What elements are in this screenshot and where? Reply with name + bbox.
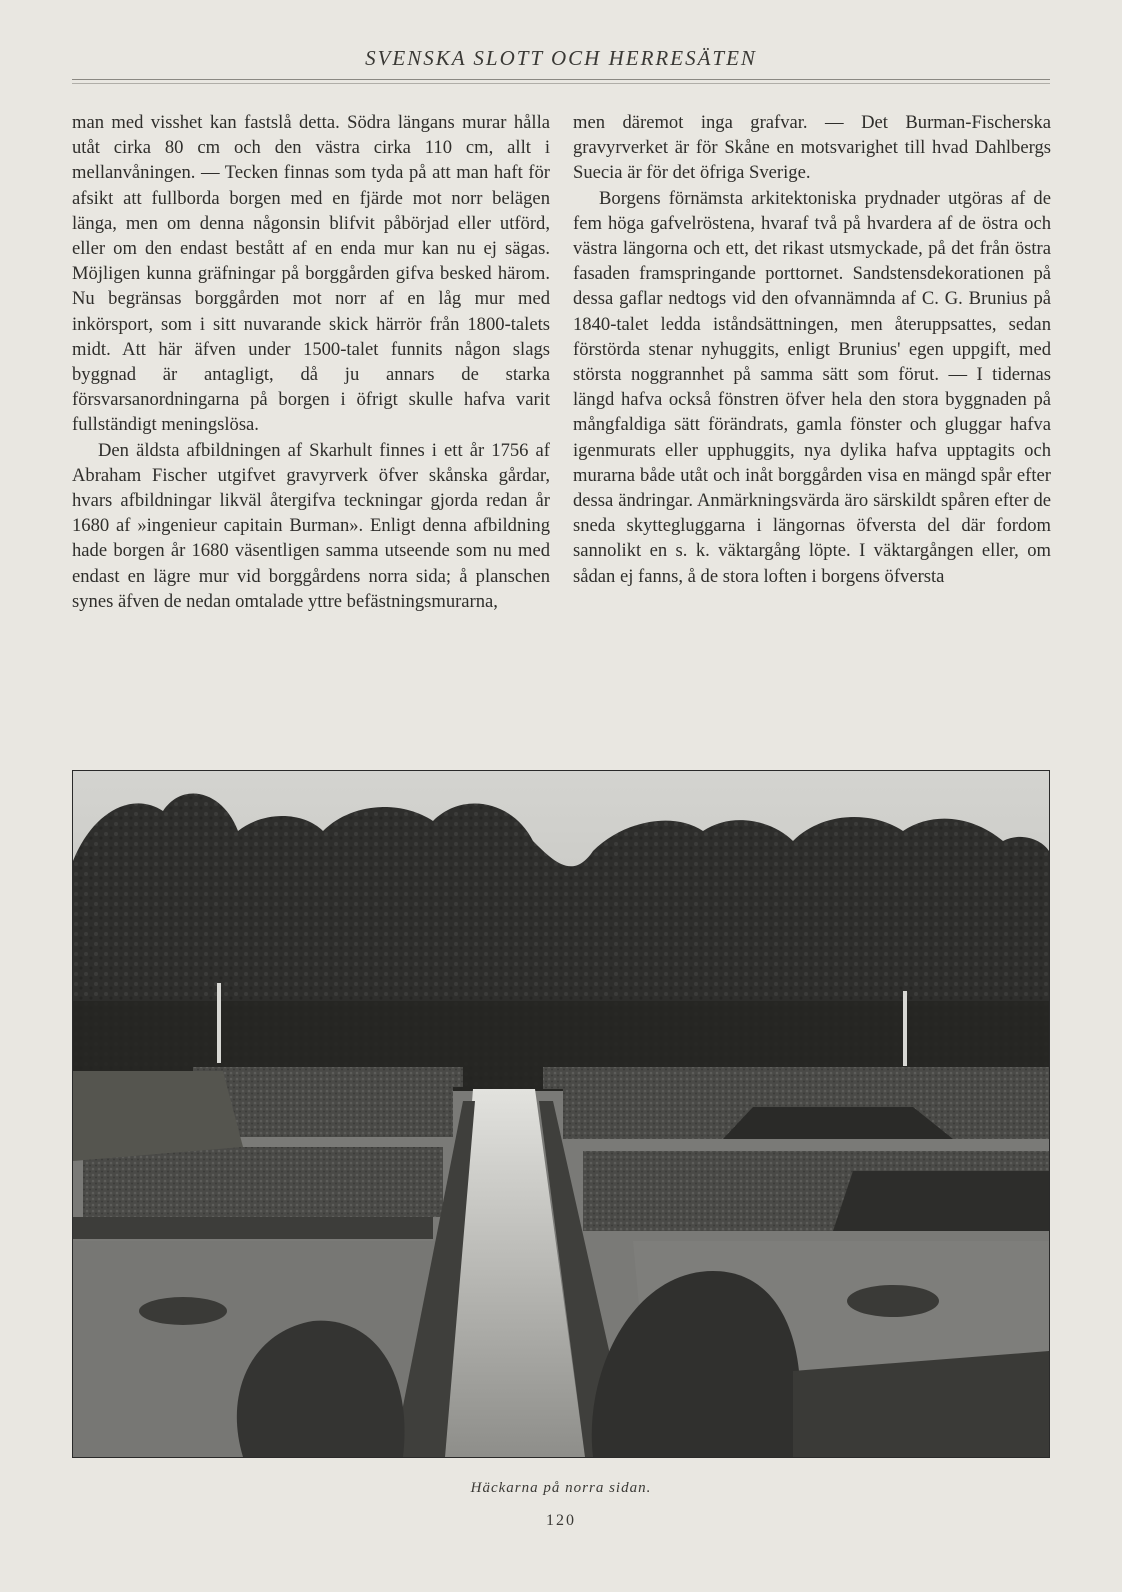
page-number: 120 (546, 1512, 576, 1529)
left-hedge-low (73, 1217, 433, 1239)
header-rule (72, 79, 1050, 80)
left-text-column (72, 110, 550, 614)
left-hedge-mid (83, 1147, 443, 1217)
header-rule-secondary (72, 83, 1050, 84)
right-flowerbed (847, 1285, 939, 1317)
right-hedge-opening (723, 1107, 953, 1139)
paragraph-architectural-ornaments: Borgens förnämsta arkitektoniska prydnader utgöras af de fem höga gafvelröstena, hvaraf två på hvardera af de östra och västra längorna och ett, det rikast utsmyckade, på det från östra fasaden framspringande porttornet. Sandstensdekorationen på dessa gaflar nedtogs vid den ofvannämnda af C. G. Brunius på 1840-talet ledda iståndsättningen, men återuppsattes, sedan förstörda stenar nyhuggits, enligt Brunius' egen uppgift, med största noggrannhet på samma sätt som förut. — I tidernas längd hafva också fönstren öfver hela den stora byggnaden på mångfaldiga sätt förändrats, gamla fönster och gluggar hafva igenmurats eller upphuggits, nya dylika hafva upptagits och murarna både utåt och inåt borggården visa en mängd spår efter dessa ändringar. Anmärkningsvärda äro särskildt spåren efter de sneda skyttegluggarna i längornas öfversta del där fordom sannolikt en s. k. väktargång löpte. I väktargången eller, om sådan ej fanns, å de stora loften i borgens öfversta (573, 187, 1051, 587)
left-post (217, 983, 221, 1063)
left-hedge-big (73, 1071, 243, 1161)
left-flowerbed (139, 1297, 227, 1325)
paragraph-oldest-depiction: Den äldsta afbildningen af Skarhult finnes i ett år 1756 af Abraham Fischer utgifvet gravyrverk öfver skånska gårdar, hvars afbildningar likväl återgifva teckningar gjorda redan år 1680 af »ingenieur capitain Burman». Enligt denna afbildning hade borgen år 1680 väsentligen samma utseende som nu med endast en lägre mur vid borggårdens norra sida; å planschen synes äfven de nedan omtalade yttre befästningsmurarna, (72, 439, 550, 612)
paragraph-engraving-note: men däremot inga grafvar. — Det Burman-Fischerska gravyrverket är för Skåne en motsvarighet till hvad Dahlbergs Suecia är för det öfriga Sverige. (573, 112, 1051, 184)
far-hedge-right (543, 1067, 1049, 1089)
paragraph-continued: man med visshet kan fastslå detta. Södra längans murar hålla utåt cirka 80 cm och den västra cirka 110 cm, allt i mellanvåningen. — Tecken finnas som tyda på att man haft för afsikt att fullborda borgen med en fjärde mot norr belägen länga, men om denna någonsin blifvit påbörjad eller utförd, eller om den endast bestått af en enda mur kan nu ej sägas. Möjligen kunna gräfningar på borggården gifva besked härom. Nu begränsas borggården mot norr af en låg mur med inkörsport, som i sitt nuvarande skick härrör från 1800-talets midt. Att här äfven under 1500-talet funnits någon slags byggnad är antagligt, då ju annars de starka försvarsanordningarna på borgen i öfrigt skulle hafva varit fullständigt meningslösa. (72, 112, 550, 436)
right-foreground-shrub (592, 1271, 800, 1457)
figure-caption: Häckarna på norra sidan. (470, 1480, 652, 1496)
garden-photograph (72, 770, 1050, 1458)
running-title: SVENSKA SLOTT OCH HERRESÄTEN (365, 46, 757, 70)
right-text-column (573, 110, 1051, 589)
right-hedge-shadow (833, 1171, 1049, 1231)
right-post (903, 991, 907, 1066)
far-hedge-left (193, 1067, 463, 1087)
